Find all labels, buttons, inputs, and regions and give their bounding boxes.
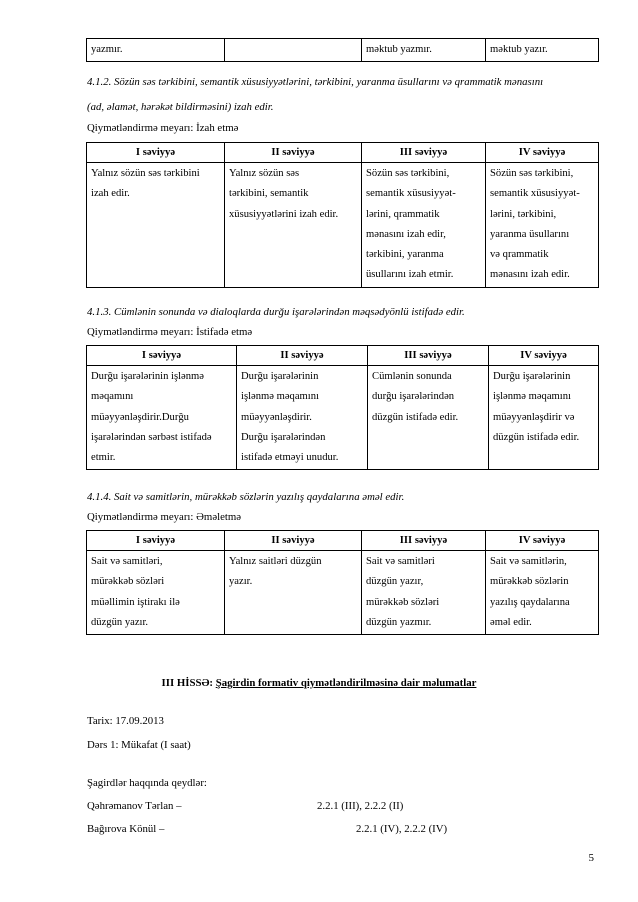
cell-line: Durğu işarələrinin: [493, 371, 571, 382]
column-header: III səviyyə: [362, 143, 486, 163]
cell-line: düzgün yazmır.: [366, 616, 432, 628]
table-row: [87, 39, 599, 62]
table-cell: [237, 366, 368, 470]
top-table: [86, 38, 599, 62]
cell-line: Sözün səs tərkibini,: [490, 168, 574, 179]
column-header: III səviyyə: [368, 346, 489, 366]
cell-line: mənasını izah edir.: [490, 269, 570, 281]
column-header: II səviyyə: [225, 531, 362, 551]
cell-line: Yalnız saitləri düzgün: [229, 556, 322, 567]
cell-line: əməl edir.: [490, 616, 532, 628]
cell-line: işarələrindən sərbəst istifadə: [91, 431, 212, 443]
cell-line: semantik xüsusiyyət-: [490, 188, 580, 200]
cell-line: Sait və samitlərin,: [490, 556, 567, 567]
table-header-row: [87, 346, 599, 366]
section-413-title: 4.1.3. Cümlənin sonunda və dialoqlarda durğu işarələrindən məqsədyönlü istifadə edir.: [87, 306, 465, 318]
cell-line: mənasını izah edir,: [366, 228, 446, 240]
part3-heading: [0, 677, 638, 689]
column-header: I səviyyə: [87, 346, 237, 366]
table-cell: [87, 163, 225, 288]
column-header: II səviyyə: [225, 143, 362, 163]
cell-line: mürəkkəb sözləri: [366, 596, 440, 608]
cell-line: lərini, qrammatik: [366, 208, 440, 220]
column-header: III səviyyə: [362, 531, 486, 551]
column-header: I səviyyə: [87, 531, 225, 551]
notes-title: Şagirdlər haqqında qeydlər:: [87, 777, 207, 789]
cell-line: işlənmə məqamını: [493, 391, 571, 403]
student-name: Qəhrəmanov Tərlan –: [87, 800, 182, 812]
cell-line: işlənmə məqamını: [241, 391, 319, 403]
section-413-criterion: Qiymətləndirmə meyarı: İstifadə etmə: [87, 326, 253, 338]
section-412-title-line2: (ad, əlamət, hərəkət bildirməsini) izah edir.: [87, 101, 274, 113]
table-row: [87, 551, 599, 635]
cell-line: Sözün səs tərkibini,: [366, 168, 450, 179]
table-cell: [489, 366, 599, 470]
cell-line: düzgün yazır,: [366, 576, 424, 588]
cell-line: Sait və samitləri,: [91, 556, 163, 567]
student-codes: 2.2.1 (III), 2.2.2 (II): [317, 800, 404, 812]
section-414-title: 4.1.4. Sait və samitlərin, mürəkkəb sözlərin yazılış qaydalarına əməl edir.: [87, 491, 405, 503]
table-cell: [368, 366, 489, 470]
cell-line: etmir.: [91, 452, 116, 464]
cell-line: məqamını: [91, 391, 134, 403]
cell-line: Sait və samitləri: [366, 556, 435, 567]
cell-line: və qrammatik: [490, 249, 549, 261]
part3-prefix: III HİSSƏ:: [161, 677, 216, 689]
table-cell: [225, 551, 362, 635]
section-412-criterion: Qiymətləndirmə meyarı: İzah etmə: [87, 122, 239, 134]
table-cell: yazmır.: [87, 39, 225, 62]
cell-line: mürəkkəb sözlərin: [490, 576, 569, 588]
table-header-row: [87, 143, 599, 163]
cell-line: durğu işarələrindən: [372, 391, 455, 403]
table-header-row: [87, 531, 599, 551]
student-codes: 2.2.1 (IV), 2.2.2 (IV): [356, 823, 448, 835]
cell-line: müəyyənləşdirir.Durğu: [91, 411, 189, 423]
cell-line: müəyyənləşdirir və: [493, 411, 575, 423]
cell-line: Durğu işarələrinin: [241, 371, 319, 382]
student-name: Bağırova Könül –: [87, 823, 165, 835]
cell-line: müəllimin iştirakı ilə: [91, 596, 180, 608]
cell-line: mürəkkəb sözləri: [91, 576, 165, 588]
column-header: IV səviyyə: [486, 531, 599, 551]
cell-line: semantik xüsusiyyət-: [366, 188, 456, 200]
cell-line: Yalnız sözün səs: [229, 168, 300, 179]
cell-line: tərkibini, yaranma: [366, 249, 444, 261]
table-cell: məktub yazır.: [486, 39, 599, 62]
cell-line: xüsusiyyətlərini izah edir.: [229, 208, 339, 220]
cell-line: Yalnız sözün səs tərkibini: [91, 168, 200, 179]
column-header: II səviyyə: [237, 346, 368, 366]
cell-line: yazır.: [229, 576, 253, 588]
cell-line: düzgün istifadə edir.: [372, 411, 459, 423]
table-cell: məktub yazmır.: [362, 39, 486, 62]
cell-line: istifadə etməyi unudur.: [241, 452, 339, 464]
table-cell: [225, 163, 362, 288]
column-header: IV səviyyə: [486, 143, 599, 163]
cell-line: müəyyənləşdirir.: [241, 411, 312, 423]
lesson-date: Tarix: 17.09.2013: [87, 715, 164, 727]
cell-line: yaranma üsullarını: [490, 228, 570, 240]
table-row: [87, 366, 599, 470]
cell-line: izah edir.: [91, 188, 130, 200]
section-412-table: [86, 142, 599, 288]
section-414-table: [86, 530, 599, 635]
section-414-criterion: Qiymətləndirmə meyarı: Əməletmə: [87, 511, 242, 523]
cell-line: Durğu işarələrinin işlənmə: [91, 371, 204, 382]
cell-line: tərkibini, semantik: [229, 188, 309, 200]
table-cell: [486, 551, 599, 635]
cell-line: üsullarını izah etmir.: [366, 269, 454, 281]
table-cell: [486, 163, 599, 288]
table-row: [87, 163, 599, 288]
section-412-title-line1: 4.1.2. Sözün səs tərkibini, semantik xüsusiyyətlərini, tərkibini, yaranma üsullarını və qrammatik mənasını: [87, 76, 544, 88]
table-cell: [225, 39, 362, 62]
section-413-table: [86, 345, 599, 470]
column-header: I səviyyə: [87, 143, 225, 163]
cell-line: düzgün istifadə edir.: [493, 431, 580, 443]
part3-title: Şagirdin formativ qiymətləndirilməsinə dair məlumatlar: [215, 677, 477, 689]
cell-line: Cümlənin sonunda: [372, 371, 452, 382]
table-cell: [87, 366, 237, 470]
lesson-title: Dərs 1: Mükafat (I saat): [87, 739, 191, 751]
page-number: 5: [588, 852, 594, 864]
table-cell: [362, 163, 486, 288]
column-header: IV səviyyə: [489, 346, 599, 366]
cell-line: lərini, tərkibini,: [490, 208, 557, 220]
cell-line: düzgün yazır.: [91, 616, 149, 628]
table-cell: [362, 551, 486, 635]
cell-line: Durğu işarələrindən: [241, 431, 326, 443]
table-cell: [87, 551, 225, 635]
cell-line: yazılış qaydalarına: [490, 596, 570, 608]
